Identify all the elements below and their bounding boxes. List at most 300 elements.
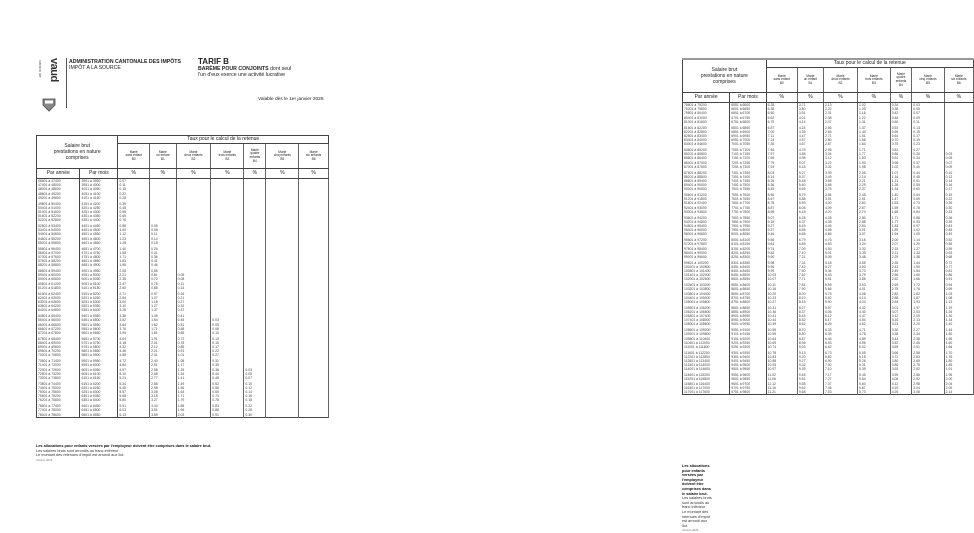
rate-B1: 1.45 xyxy=(150,313,177,319)
range-separator: à xyxy=(694,250,697,255)
monthly-to: 7000 xyxy=(742,138,751,143)
annual-from: 58801 xyxy=(38,269,48,274)
rate-B3: 4.47 xyxy=(858,314,891,318)
rate-B6: 0.14 xyxy=(944,179,973,183)
range-separator: à xyxy=(89,371,92,376)
annual-to: 57600 xyxy=(51,254,61,259)
rate-B1: 2.58 xyxy=(150,368,177,372)
annual-to: 48000 xyxy=(51,183,61,188)
monthly-from: 7401 xyxy=(731,178,739,183)
rate-B0: 5.34 xyxy=(118,380,150,386)
rate-B3: 1.44 xyxy=(858,130,891,134)
rate-B2: 1.85 xyxy=(176,403,211,409)
unit-header: % xyxy=(118,169,150,179)
range-separator: à xyxy=(89,398,92,403)
annual-to: 107400 xyxy=(699,314,711,319)
rate-B2: 3.32 xyxy=(823,165,857,169)
annual-from: 105601 xyxy=(684,305,696,310)
annual-from: 83401 xyxy=(684,138,694,143)
annual-to: 67800 xyxy=(51,330,61,335)
range-separator: à xyxy=(739,283,742,288)
annual-to: 112200 xyxy=(698,350,710,355)
rate-B5: 1.72 xyxy=(912,282,944,288)
range-separator: à xyxy=(48,191,51,196)
monthly-from: 8801 xyxy=(731,305,739,310)
rate-B6: 2.04 xyxy=(944,382,973,386)
range-separator: à xyxy=(89,232,92,237)
rate-B2: 1.64 xyxy=(176,390,211,394)
rate-B1: 1.37 xyxy=(150,308,177,312)
annual-to: 56400 xyxy=(51,246,61,251)
annual-from: 69001 xyxy=(38,345,48,350)
monthly-to: 5750 xyxy=(92,340,101,345)
annual-from: 115801 xyxy=(684,381,696,386)
rate-B4: 1.59 xyxy=(890,206,912,210)
range-separator: à xyxy=(89,314,92,319)
annual-to: 71400 xyxy=(51,359,61,364)
rate-B6: 1.40 xyxy=(944,322,973,326)
annual-to: 117600 xyxy=(698,390,710,394)
annual-from: 91201 xyxy=(684,197,694,202)
annual-to: 49800 xyxy=(51,195,61,200)
range-separator: à xyxy=(739,291,742,296)
annual-from: 93001 xyxy=(684,209,694,214)
monthly-from: 5901 xyxy=(81,359,90,364)
range-separator: à xyxy=(48,371,51,376)
rate-B5: 3.04 xyxy=(912,386,944,390)
rate-B2: 3.91 xyxy=(823,197,857,201)
rate-B0: 7.11 xyxy=(766,134,797,138)
range-separator: à xyxy=(89,381,92,386)
monthly-from: 8251 xyxy=(731,254,739,259)
rate-B5: 0.88 xyxy=(912,214,944,220)
annual-from: 71401 xyxy=(38,363,48,368)
range-separator: à xyxy=(89,318,92,323)
range-separator: à xyxy=(89,224,92,229)
monthly-to: 6300 xyxy=(92,390,101,395)
monthly-from: 7651 xyxy=(731,201,739,206)
rate-B1: 0.05 xyxy=(150,223,177,229)
annual-to: 59400 xyxy=(51,269,61,274)
rate-B0: 5.91 xyxy=(118,403,150,409)
rate-B6: 0.63 xyxy=(944,251,973,255)
annual-to: 58800 xyxy=(51,263,61,268)
range-separator: à xyxy=(739,390,742,394)
range-separator: à xyxy=(696,359,698,364)
rate-B6: 1.03 xyxy=(944,292,973,296)
rate-B0: 6.38 xyxy=(766,107,797,111)
rate-B4: 1.94 xyxy=(890,232,912,236)
rate-B5: 2.38 xyxy=(912,337,944,341)
annual-from: 66001 xyxy=(38,322,48,327)
monthly-to: 6900 xyxy=(742,129,751,134)
rate-B6: 1.70 xyxy=(944,349,973,355)
range-separator: à xyxy=(48,381,51,386)
rate-B0: 7.00 xyxy=(766,130,797,134)
annual-from: 81001 xyxy=(684,119,694,124)
monthly-to: 8700 xyxy=(742,291,751,296)
column-header-line: B0 xyxy=(779,80,784,85)
rate-B4: 0.18 xyxy=(244,398,266,402)
monthly-from: 7251 xyxy=(731,164,739,169)
rate-B5: 1.54 xyxy=(912,269,944,273)
rate-B0: 4.58 xyxy=(118,353,150,357)
range-separator: à xyxy=(739,309,742,314)
range-separator: à xyxy=(48,345,51,350)
unit-header: % xyxy=(176,169,211,179)
rate-B1: 4.14 xyxy=(797,120,823,124)
range-separator: à xyxy=(89,250,92,255)
rate-B6: 1.85 xyxy=(944,363,973,367)
rate-B0: 10.88 xyxy=(766,359,797,363)
range-separator: à xyxy=(739,228,742,233)
rate-B6: 1.56 xyxy=(944,337,973,341)
rate-B6: 1.50 xyxy=(944,332,973,336)
monthly-from: 5651 xyxy=(81,336,90,341)
range-separator: à xyxy=(48,228,51,233)
column-header-line: sans enfant xyxy=(125,153,142,158)
footer-line3: Le montant des retenues d'impôt est arrondi aux 5ct. xyxy=(36,453,125,458)
monthly-to: 4300 xyxy=(92,209,101,214)
monthly-to: 5950 xyxy=(92,359,101,364)
monthly-from: 9251 xyxy=(731,344,739,349)
monthly-from: 7101 xyxy=(731,152,739,157)
footer-line2: Les salaires bruts sont arrondis au franc inférieur xyxy=(36,448,119,453)
monthly-from: 8201 xyxy=(731,250,739,255)
rate-B6: 0.05 xyxy=(944,156,973,160)
rate-B0: 10.27 xyxy=(766,300,797,304)
annual-to: 64200 xyxy=(51,304,61,309)
rate-B1: 7.10 xyxy=(797,251,823,255)
monthly-to: 4050 xyxy=(92,187,101,192)
admin-department: IMPÔT A LA SOURCE xyxy=(69,65,121,71)
rate-B6: 1.34 xyxy=(944,318,973,322)
rate-B5: 0.37 xyxy=(912,161,944,165)
rate-B1: 1.27 xyxy=(150,304,177,308)
rate-B2: 6.06 xyxy=(823,310,857,314)
monthly-from: 9501 xyxy=(731,367,739,372)
monthly-to: 8200 xyxy=(742,246,751,251)
range-separator: à xyxy=(48,254,51,259)
rate-B0: 3.76 xyxy=(118,327,150,331)
rate-B5: 0.30 xyxy=(912,152,944,156)
range-separator: à xyxy=(739,373,742,378)
rate-B3: 0.22 xyxy=(211,349,244,353)
rate-B0: 7.79 xyxy=(766,161,797,165)
rate-B3: 1.22 xyxy=(858,116,891,120)
annual-from: 82201 xyxy=(684,129,694,134)
rate-B4: 0.81 xyxy=(890,147,912,153)
unit-header: % xyxy=(858,93,891,103)
range-separator: à xyxy=(694,160,697,165)
range-separator: à xyxy=(694,223,697,228)
monthly-from: 7701 xyxy=(731,205,739,210)
annual-to: 73800 xyxy=(51,375,61,380)
rate-B3: 2.45 xyxy=(858,192,891,198)
range-separator: à xyxy=(89,390,92,395)
tax-table-right xyxy=(682,58,974,395)
annual-from: 72001 xyxy=(38,367,48,372)
annual-from: 113401 xyxy=(684,363,696,368)
monthly-from: 4301 xyxy=(81,214,90,219)
rate-B5: 1.20 xyxy=(912,242,944,246)
rate-B4: 4.12 xyxy=(890,382,912,386)
annual-to: 63600 xyxy=(51,299,61,304)
annual-from: 60601 xyxy=(38,281,48,286)
rate-B4: 1.34 xyxy=(890,187,912,191)
rate-B3: 0.73 xyxy=(211,394,244,398)
monthly-to: 8150 xyxy=(742,242,751,247)
annual-to: 111000 xyxy=(698,340,710,345)
tarif-block xyxy=(198,58,291,78)
monthly-to: 5450 xyxy=(92,314,101,319)
range-separator: à xyxy=(739,377,742,382)
footer-notes-left xyxy=(36,444,211,462)
rate-B2: 2.56 xyxy=(823,124,857,130)
rate-B1: 5.88 xyxy=(797,197,823,201)
rate-B2: 0.32 xyxy=(176,304,211,308)
monthly-to: 4750 xyxy=(92,250,101,255)
annual-to: 76800 xyxy=(51,398,61,403)
rate-B0: 2.08 xyxy=(118,268,150,274)
rate-B0: 1.12 xyxy=(118,232,150,236)
rate-B3: 0.58 xyxy=(211,386,244,390)
rate-B4: 0.38 xyxy=(890,107,912,111)
rate-B2: 4.20 xyxy=(823,210,857,214)
unit-header: % xyxy=(912,93,944,103)
annual-from: 96601 xyxy=(684,238,694,243)
rate-B3: 2.60 xyxy=(858,201,891,205)
rate-B2: 0.37 xyxy=(176,308,211,312)
rate-B1: 2.88 xyxy=(150,380,177,386)
monthly-from: 6551 xyxy=(731,103,739,107)
rate-B5: 1.60 xyxy=(912,273,944,277)
range-separator: à xyxy=(739,264,742,269)
rate-B6: 2.00 xyxy=(944,377,973,381)
rate-B0: 7.69 xyxy=(766,156,797,160)
annual-to: 69000 xyxy=(51,340,61,345)
annual-from: 97201 xyxy=(684,242,694,247)
range-separator: à xyxy=(739,148,742,153)
rate-B5: 2.09 xyxy=(912,314,944,318)
annual-from: 88201 xyxy=(684,174,694,179)
monthly-to: 7200 xyxy=(742,156,751,161)
rate-B2: 1.17 xyxy=(176,363,211,367)
rate-B6: 0.68 xyxy=(944,255,973,259)
rate-B6: 0.91 xyxy=(944,277,973,281)
rate-B0: 10.20 xyxy=(766,292,797,296)
rate-B2: 1.56 xyxy=(176,386,211,390)
rate-B5: 2.34 xyxy=(912,332,944,336)
annual-to: 89400 xyxy=(697,178,707,183)
rate-B3: 2.05 xyxy=(858,169,891,175)
annual-from: 64801 xyxy=(38,314,48,319)
monthly-to: 7450 xyxy=(742,178,751,183)
monthly-to: 8650 xyxy=(742,287,751,292)
rate-B0: 8.87 xyxy=(766,206,797,210)
range-separator: à xyxy=(739,344,742,349)
rate-B6: 1.44 xyxy=(944,327,973,333)
annual-to: 72600 xyxy=(51,367,61,372)
range-separator: à xyxy=(694,142,697,147)
rate-B4: 2.75 xyxy=(890,287,912,291)
column-header-line: six enfants xyxy=(951,77,967,82)
rate-B5: 0.40 xyxy=(912,165,944,169)
column-header-line: Marié xyxy=(777,73,786,78)
range-separator: à xyxy=(89,285,92,290)
range-separator: à xyxy=(694,156,697,161)
monthly-to: 4650 xyxy=(92,240,101,245)
range-separator: à xyxy=(48,326,51,331)
rate-B0: 4.97 xyxy=(118,368,150,372)
rate-B1: 1.71 xyxy=(150,327,177,331)
rate-B2: 0.27 xyxy=(176,300,211,304)
range-separator: à xyxy=(48,318,51,323)
rate-B6: 0.55 xyxy=(944,242,973,246)
monthly-from: 4851 xyxy=(81,263,90,268)
rate-B2: 6.90 xyxy=(823,359,857,363)
unit-header: % xyxy=(890,93,912,103)
taux-header: Taux pour le calcul de la retenue xyxy=(766,59,973,68)
column-header-line: trois enfants xyxy=(865,77,883,82)
rate-B4: 2.43 xyxy=(890,265,912,269)
rate-B6: 1.76 xyxy=(944,355,973,359)
rate-B1: 8.80 xyxy=(797,332,823,336)
monthly-from: 8151 xyxy=(731,246,739,251)
range-separator: à xyxy=(48,240,51,245)
table-row xyxy=(683,390,974,395)
rate-B1: 9.62 xyxy=(797,386,823,390)
rate-B3: 0.31 xyxy=(211,358,244,364)
rate-B1: 8.37 xyxy=(797,310,823,314)
monthly-from: 9101 xyxy=(731,332,739,337)
range-separator: à xyxy=(89,412,92,417)
rate-B1: 8.00 xyxy=(797,292,823,296)
annual-from: 67201 xyxy=(38,330,48,335)
rate-B0: 5.45 xyxy=(118,386,150,390)
rate-B2: 3.22 xyxy=(823,161,857,165)
monthly-from: 3951 xyxy=(81,183,90,188)
monthly-from: 7051 xyxy=(731,148,739,153)
rate-B3: 0.05 xyxy=(211,323,244,327)
rate-B2: 2.80 xyxy=(823,138,857,142)
rate-B2: 2.31 xyxy=(823,111,857,115)
rate-B3: 2.88 xyxy=(858,220,891,224)
annual-from: 64201 xyxy=(38,308,48,313)
rate-B1: 8.18 xyxy=(797,300,823,304)
annual-from: 76801 xyxy=(38,404,48,409)
rate-B4: 0.70 xyxy=(890,138,912,142)
range-separator: à xyxy=(89,281,92,286)
range-separator: à xyxy=(48,183,51,188)
rate-B2: 5.66 xyxy=(823,287,857,291)
rate-B1: 5.69 xyxy=(797,187,823,191)
rate-B2: 3.58 xyxy=(823,179,857,183)
annual-from: 56401 xyxy=(38,250,48,255)
column-header-line: B6 xyxy=(311,156,316,161)
rate-B1: 6.89 xyxy=(797,242,823,246)
rate-B3: 5.39 xyxy=(858,367,891,371)
rate-B0: 8.56 xyxy=(766,192,797,198)
rate-B0: 9.56 xyxy=(766,237,797,243)
rate-B3: 1.98 xyxy=(858,165,891,169)
column-header-B0 xyxy=(118,144,150,169)
rate-B2: 3.84 xyxy=(823,192,857,198)
monthly-to: 8900 xyxy=(742,309,751,314)
annual-to: 76200 xyxy=(51,394,61,399)
range-separator: à xyxy=(89,205,92,210)
monthly-to: 7500 xyxy=(742,183,751,188)
rate-B1: 5.60 xyxy=(797,183,823,187)
annual-to: 60000 xyxy=(51,273,61,278)
rate-B2: 4.93 xyxy=(823,247,857,251)
monthly-to: 9350 xyxy=(742,350,751,355)
monthly-from: 5751 xyxy=(81,345,90,350)
monthly-to: 8550 xyxy=(742,277,751,282)
column-header-line: B1 xyxy=(160,156,165,161)
annual-from: 81601 xyxy=(684,125,694,130)
rate-B4: 3.01 xyxy=(890,304,912,310)
rate-B1: 3.71 xyxy=(797,103,823,108)
rate-B5: 2.13 xyxy=(912,318,944,322)
rate-B1: 9.68 xyxy=(797,390,823,395)
rate-B1: 6.49 xyxy=(797,224,823,228)
annual-to: 105600 xyxy=(699,299,711,304)
monthly-to: 7700 xyxy=(742,201,751,206)
column-header-line: Marié xyxy=(309,149,318,154)
monthly-from: 8051 xyxy=(731,238,739,243)
range-separator: à xyxy=(739,107,742,112)
rate-B1: 6.28 xyxy=(797,214,823,220)
range-separator: à xyxy=(739,197,742,202)
annual-from: 72601 xyxy=(38,371,48,376)
rate-B5: 2.03 xyxy=(912,310,944,314)
rate-B5: 0.27 xyxy=(912,147,944,153)
monthly-from: 6701 xyxy=(731,115,739,120)
annual-from: 74401 xyxy=(38,385,48,390)
range-separator: à xyxy=(739,322,742,327)
range-separator: à xyxy=(89,308,92,313)
monthly-to: 7900 xyxy=(742,219,751,224)
column-header-line: sans enfant xyxy=(773,77,790,82)
monthly-to: 7750 xyxy=(742,205,751,210)
rate-B4: 4.19 xyxy=(890,386,912,390)
monthly-from: 9651 xyxy=(731,381,739,386)
rate-B1: 0.97 xyxy=(150,290,177,296)
rate-B3: 4.62 xyxy=(858,322,891,326)
rate-B4: 0.03 xyxy=(244,368,266,372)
rate-B1: 5.99 xyxy=(797,201,823,205)
range-separator: à xyxy=(694,242,697,247)
annual-to: 100800 xyxy=(699,264,711,269)
rate-B4: 3.66 xyxy=(890,349,912,355)
annual-to: 53400 xyxy=(51,224,61,229)
monthly-to: 5150 xyxy=(92,285,101,290)
rate-B3: 2.51 xyxy=(858,197,891,201)
rate-B4: 1.02 xyxy=(890,165,912,169)
rate-B0: 8.36 xyxy=(766,183,797,187)
monthly-from: 5451 xyxy=(81,318,90,323)
range-separator: à xyxy=(48,232,51,237)
annual-to: 52200 xyxy=(51,214,61,219)
rate-B4: 2.00 xyxy=(890,237,912,243)
range-separator: à xyxy=(48,224,51,229)
monthly-from: 6451 xyxy=(81,408,90,413)
rate-B6: 0.03 xyxy=(944,152,973,156)
range-separator: à xyxy=(739,223,742,228)
range-separator: à xyxy=(696,340,698,345)
range-separator: à xyxy=(694,228,697,233)
